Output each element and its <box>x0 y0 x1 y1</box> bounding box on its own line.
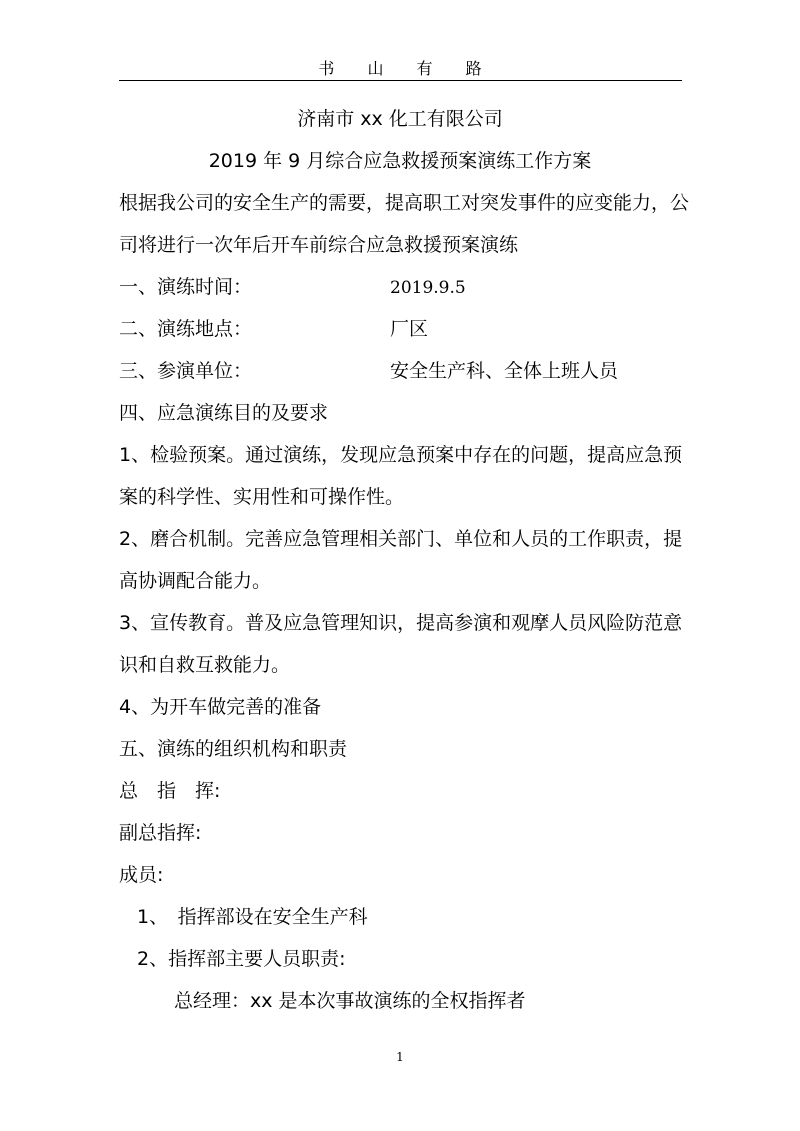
header-divider <box>119 80 682 81</box>
field-value: 厂区 <box>390 318 429 340</box>
item1-line-2: 案的科学性、实用性和可操作性。 <box>119 486 405 508</box>
field-label: 三、参演单位： <box>119 360 253 382</box>
intro-line-2: 司将进行一次年后开车前综合应急救援预案演练 <box>119 234 519 256</box>
field-drill-location <box>119 317 682 341</box>
section4-heading: 四、应急演练目的及要求 <box>119 402 329 424</box>
plan-title: 2019 年 9 月综合应急救援预案演练工作方案 <box>208 150 592 172</box>
running-header: 书 山 有 路 <box>318 59 496 78</box>
members-label: 成员: <box>119 864 164 886</box>
item1-line-1: 1、检验预案。通过演练，发现应急预案中存在的问题，提高应急预 <box>119 444 683 466</box>
field-participants <box>119 359 682 383</box>
field-value: 2019.9.5 <box>390 278 466 298</box>
company-title: 济南市 xx 化工有限公司 <box>297 108 503 130</box>
field-label: 一、演练时间： <box>119 276 253 298</box>
sub-item-2: 2、指挥部主要人员职责: <box>137 948 346 970</box>
item3-line-1: 3、宣传教育。普及应急管理知识，提高参演和观摩人员风险防范意 <box>119 612 683 634</box>
section5-heading: 五、演练的组织机构和职责 <box>119 738 348 760</box>
item3-line-2: 识和自救互救能力。 <box>119 654 291 676</box>
general-manager-duty: 总经理：xx 是本次事故演练的全权指挥者 <box>174 990 526 1012</box>
commander-label: 总 指 挥: <box>119 780 221 802</box>
deputy-commander-label: 副总指挥: <box>119 822 202 844</box>
field-value: 安全生产科、全体上班人员 <box>390 360 619 382</box>
page-number: 1 <box>396 1050 404 1064</box>
item2-line-1: 2、磨合机制。完善应急管理相关部门、单位和人员的工作职责，提 <box>119 528 683 550</box>
intro-line-1: 根据我公司的安全生产的需要，提高职工对突发事件的应变能力，公 <box>119 192 690 214</box>
item2-line-2: 高协调配合能力。 <box>119 570 272 592</box>
field-label: 二、演练地点： <box>119 318 253 340</box>
sub-item-1: 1、 指挥部设在安全生产科 <box>137 906 368 928</box>
item4: 4、为开车做完善的准备 <box>119 696 322 718</box>
field-drill-time <box>119 275 682 299</box>
